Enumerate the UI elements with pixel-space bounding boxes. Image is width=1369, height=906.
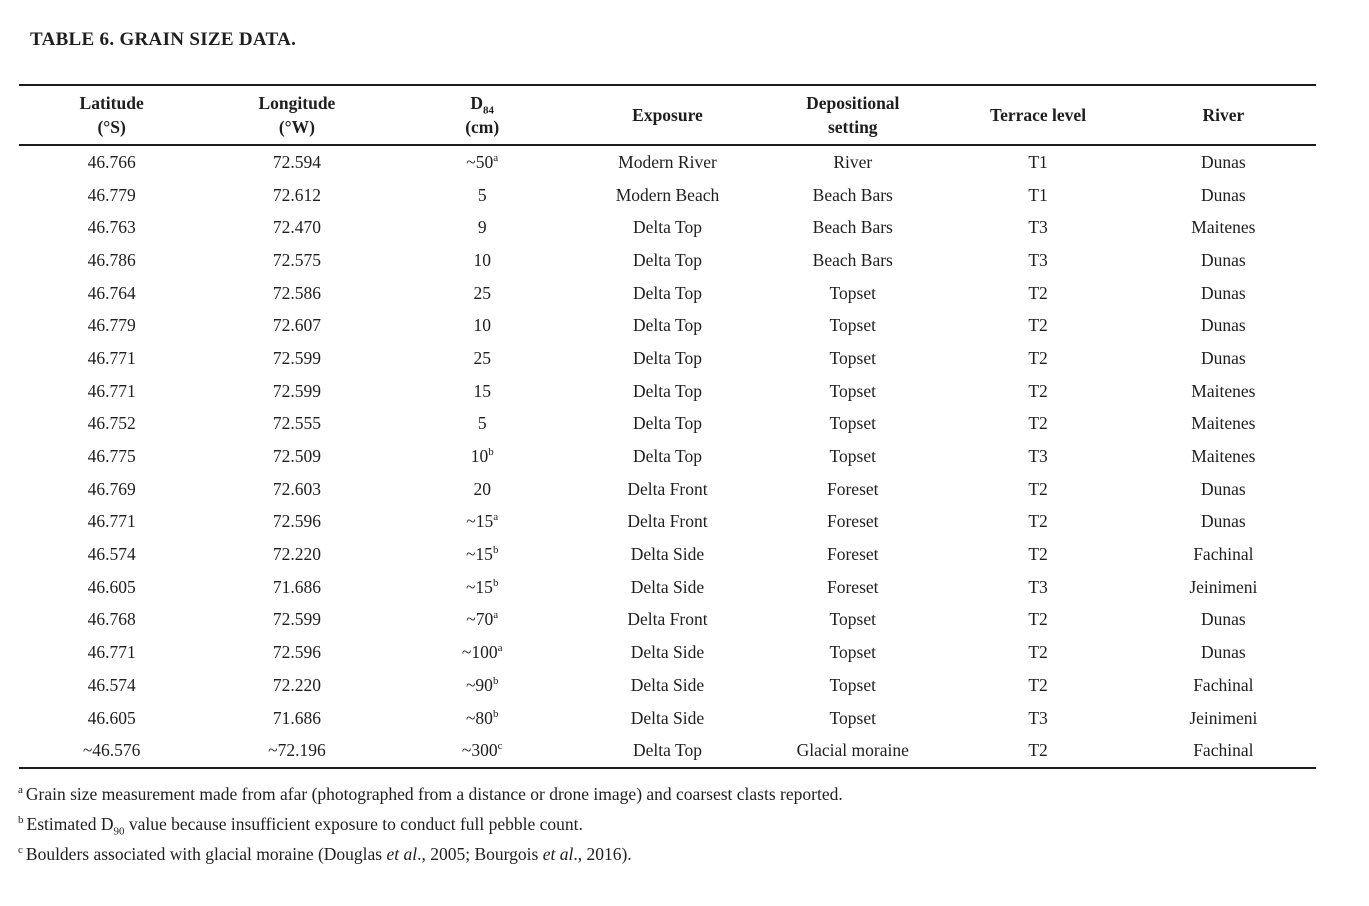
- longitude-cell: 72.607: [272, 315, 321, 336]
- exposure-cell: Delta Top: [633, 347, 702, 368]
- river-cell: Dunas: [1200, 184, 1246, 205]
- longitude-cell: 72.470: [272, 217, 321, 238]
- table-body: [19, 145, 1316, 768]
- longitude-cell: ~72.196: [268, 740, 326, 761]
- terrace-cell: T2: [1028, 478, 1048, 499]
- table-row: [19, 179, 1316, 212]
- exposure-cell: Delta Top: [633, 380, 702, 401]
- longitude-cell: 72.594: [272, 151, 321, 172]
- river-cell: Fachinal: [1193, 740, 1254, 761]
- table-row: [19, 277, 1316, 310]
- latitude-cell: 46.764: [87, 282, 136, 303]
- latitude-cell: 46.771: [87, 511, 136, 532]
- longitude-cell: 72.220: [272, 674, 321, 695]
- table-row: [19, 636, 1316, 669]
- d84-cell: ~50$^a$: [466, 151, 499, 172]
- d84-cell: ~15$^b$: [465, 544, 499, 565]
- table-row: [19, 604, 1316, 637]
- setting-cell: Topset: [829, 674, 876, 695]
- exposure-cell: Modern River: [618, 151, 717, 172]
- d84-cell: 10$^b$: [470, 446, 494, 467]
- exposure-cell: Delta Top: [633, 217, 702, 238]
- header-depositional-setting: Depositional setting: [760, 85, 945, 145]
- setting-cell: Topset: [829, 707, 876, 728]
- setting-cell: Topset: [829, 380, 876, 401]
- longitude-cell: 72.509: [272, 446, 321, 467]
- exposure-cell: Delta Top: [633, 446, 702, 467]
- longitude-cell: 72.599: [272, 609, 321, 630]
- latitude-cell: 46.605: [87, 707, 136, 728]
- table-header: [19, 85, 1316, 145]
- table-row: [19, 669, 1316, 702]
- river-cell: Dunas: [1200, 249, 1246, 270]
- exposure-cell: Delta Top: [633, 282, 702, 303]
- table-row: [19, 309, 1316, 342]
- terrace-cell: T3: [1028, 446, 1048, 467]
- table-row: [19, 244, 1316, 277]
- d84-cell: ~70$^a$: [466, 609, 499, 630]
- setting-cell: Foreset: [827, 511, 879, 532]
- longitude-cell: 72.575: [272, 249, 321, 270]
- d84-cell: ~90$^b$: [465, 674, 499, 695]
- longitude-cell: 72.596: [272, 642, 321, 663]
- table-title: TABLE 6. GRAIN SIZE DATA.: [30, 29, 297, 50]
- latitude-cell: 46.768: [87, 609, 136, 630]
- paper-page: [0, 29, 1369, 906]
- river-cell: Fachinal: [1193, 544, 1254, 565]
- d84-cell: 9: [477, 217, 487, 238]
- header-terrace-level: Terrace level: [945, 85, 1130, 145]
- setting-cell: Foreset: [827, 478, 879, 499]
- setting-cell: River: [833, 151, 873, 172]
- exposure-cell: Delta Top: [633, 413, 702, 434]
- latitude-cell: 46.779: [87, 315, 136, 336]
- longitude-cell: 72.599: [272, 347, 321, 368]
- setting-cell: Beach Bars: [812, 184, 893, 205]
- table-row: [19, 571, 1316, 604]
- exposure-cell: Delta Side: [630, 544, 705, 565]
- footnotes: [18, 779, 1369, 869]
- terrace-cell: T2: [1028, 544, 1048, 565]
- latitude-cell: 46.771: [87, 380, 136, 401]
- river-cell: Dunas: [1200, 511, 1246, 532]
- exposure-cell: Delta Side: [630, 576, 705, 597]
- setting-cell: Foreset: [827, 544, 879, 565]
- setting-cell: Glacial moraine: [796, 740, 909, 761]
- setting-cell: Topset: [829, 315, 876, 336]
- table-row: [19, 538, 1316, 571]
- terrace-cell: T2: [1028, 413, 1048, 434]
- header-longitude: Longitude (°W): [204, 85, 389, 145]
- terrace-cell: T3: [1028, 707, 1048, 728]
- table-row: [19, 342, 1316, 375]
- d84-cell: 15: [473, 380, 491, 401]
- longitude-cell: 71.686: [272, 576, 321, 597]
- table-row: [19, 734, 1316, 768]
- footnote: $^b$ Estimated $D_{90}$ value because insufficient exposure to conduct full pebble count.: [18, 814, 583, 838]
- latitude-cell: 46.574: [87, 674, 136, 695]
- setting-cell: Beach Bars: [812, 249, 893, 270]
- river-cell: Maitenes: [1191, 380, 1256, 401]
- river-cell: Maitenes: [1191, 413, 1256, 434]
- header-exposure: Exposure: [575, 85, 760, 145]
- d84-cell: 5: [477, 413, 487, 434]
- terrace-cell: T1: [1028, 151, 1048, 172]
- exposure-cell: Delta Side: [630, 642, 705, 663]
- exposure-cell: Delta Front: [627, 478, 708, 499]
- longitude-cell: 72.612: [272, 184, 321, 205]
- exposure-cell: Delta Top: [633, 315, 702, 336]
- terrace-cell: T3: [1028, 576, 1048, 597]
- d84-cell: 10: [473, 249, 491, 270]
- d84-cell: 25: [473, 282, 491, 303]
- longitude-cell: 72.555: [272, 413, 321, 434]
- d84-cell: ~15$^a$: [466, 511, 499, 532]
- d84-cell: ~15$^b$: [465, 576, 499, 597]
- exposure-cell: Delta Top: [633, 249, 702, 270]
- latitude-cell: 46.766: [87, 151, 136, 172]
- d84-cell: ~100$^a$: [461, 642, 503, 663]
- d84-cell: ~80$^b$: [465, 707, 499, 728]
- grain-size-table: [19, 84, 1316, 769]
- table-row: [19, 145, 1316, 179]
- terrace-cell: T3: [1028, 249, 1048, 270]
- longitude-cell: 71.686: [272, 707, 321, 728]
- river-cell: Fachinal: [1193, 674, 1254, 695]
- latitude-cell: 46.771: [87, 347, 136, 368]
- setting-cell: Topset: [829, 642, 876, 663]
- longitude-cell: 72.603: [272, 478, 321, 499]
- table-row: [19, 506, 1316, 539]
- latitude-cell: 46.605: [87, 576, 136, 597]
- footnote: $^c$ Boulders associated with glacial moraine (Douglas et al., 2005; Bourgois et al., 2016).: [18, 844, 632, 865]
- terrace-cell: T2: [1028, 511, 1048, 532]
- latitude-cell: ~46.576: [82, 740, 141, 761]
- river-cell: Maitenes: [1191, 217, 1256, 238]
- river-cell: Dunas: [1200, 347, 1246, 368]
- d84-cell: 10: [473, 315, 491, 336]
- terrace-cell: T2: [1028, 347, 1048, 368]
- river-cell: Dunas: [1200, 282, 1246, 303]
- table-row: [19, 408, 1316, 441]
- exposure-cell: Delta Side: [630, 674, 705, 695]
- terrace-cell: T2: [1028, 740, 1048, 761]
- setting-cell: Topset: [829, 347, 876, 368]
- exposure-cell: Delta Front: [627, 511, 708, 532]
- table-row: [19, 702, 1316, 735]
- longitude-cell: 72.599: [272, 380, 321, 401]
- river-cell: Dunas: [1200, 315, 1246, 336]
- table-row: [19, 211, 1316, 244]
- setting-cell: Beach Bars: [812, 217, 893, 238]
- terrace-cell: T3: [1028, 217, 1048, 238]
- exposure-cell: Delta Side: [630, 707, 705, 728]
- terrace-cell: T1: [1028, 184, 1048, 205]
- table-row: [19, 473, 1316, 506]
- latitude-cell: 46.786: [87, 249, 136, 270]
- latitude-cell: 46.763: [87, 217, 136, 238]
- river-cell: Dunas: [1200, 478, 1246, 499]
- table-row: [19, 375, 1316, 408]
- d84-cell: 5: [477, 184, 487, 205]
- table-row: [19, 440, 1316, 473]
- header-river: River: [1131, 85, 1316, 145]
- terrace-cell: T2: [1028, 380, 1048, 401]
- terrace-cell: T2: [1028, 609, 1048, 630]
- header-d84: $D_{84}$ (cm): [390, 85, 575, 145]
- d84-cell: ~300$^c$: [461, 740, 503, 761]
- river-cell: Maitenes: [1191, 446, 1256, 467]
- terrace-cell: T2: [1028, 674, 1048, 695]
- river-cell: Dunas: [1200, 151, 1246, 172]
- footnote: $^a$ Grain size measurement made from afar (photographed from a distance or drone image) and coarsest clasts reported.: [18, 784, 843, 805]
- longitude-cell: 72.586: [272, 282, 321, 303]
- latitude-cell: 46.779: [87, 184, 136, 205]
- latitude-cell: 46.775: [87, 446, 136, 467]
- exposure-cell: Delta Front: [627, 609, 708, 630]
- latitude-cell: 46.752: [87, 413, 136, 434]
- river-cell: Dunas: [1200, 642, 1246, 663]
- river-cell: Jeinimeni: [1189, 707, 1258, 728]
- setting-cell: Topset: [829, 282, 876, 303]
- header-row: [19, 85, 1316, 145]
- latitude-cell: 46.574: [87, 544, 136, 565]
- setting-cell: Topset: [829, 609, 876, 630]
- river-cell: Dunas: [1200, 609, 1246, 630]
- river-cell: Jeinimeni: [1189, 576, 1258, 597]
- longitude-cell: 72.596: [272, 511, 321, 532]
- latitude-cell: 46.771: [87, 642, 136, 663]
- header-latitude: Latitude (°S): [19, 85, 204, 145]
- setting-cell: Topset: [829, 413, 876, 434]
- setting-cell: Foreset: [827, 576, 879, 597]
- terrace-cell: T2: [1028, 315, 1048, 336]
- terrace-cell: T2: [1028, 642, 1048, 663]
- d84-cell: 25: [473, 347, 491, 368]
- latitude-cell: 46.769: [87, 478, 136, 499]
- exposure-cell: Modern Beach: [615, 184, 720, 205]
- d84-cell: 20: [473, 478, 491, 499]
- longitude-cell: 72.220: [272, 544, 321, 565]
- setting-cell: Topset: [829, 446, 876, 467]
- terrace-cell: T2: [1028, 282, 1048, 303]
- exposure-cell: Delta Top: [633, 740, 702, 761]
